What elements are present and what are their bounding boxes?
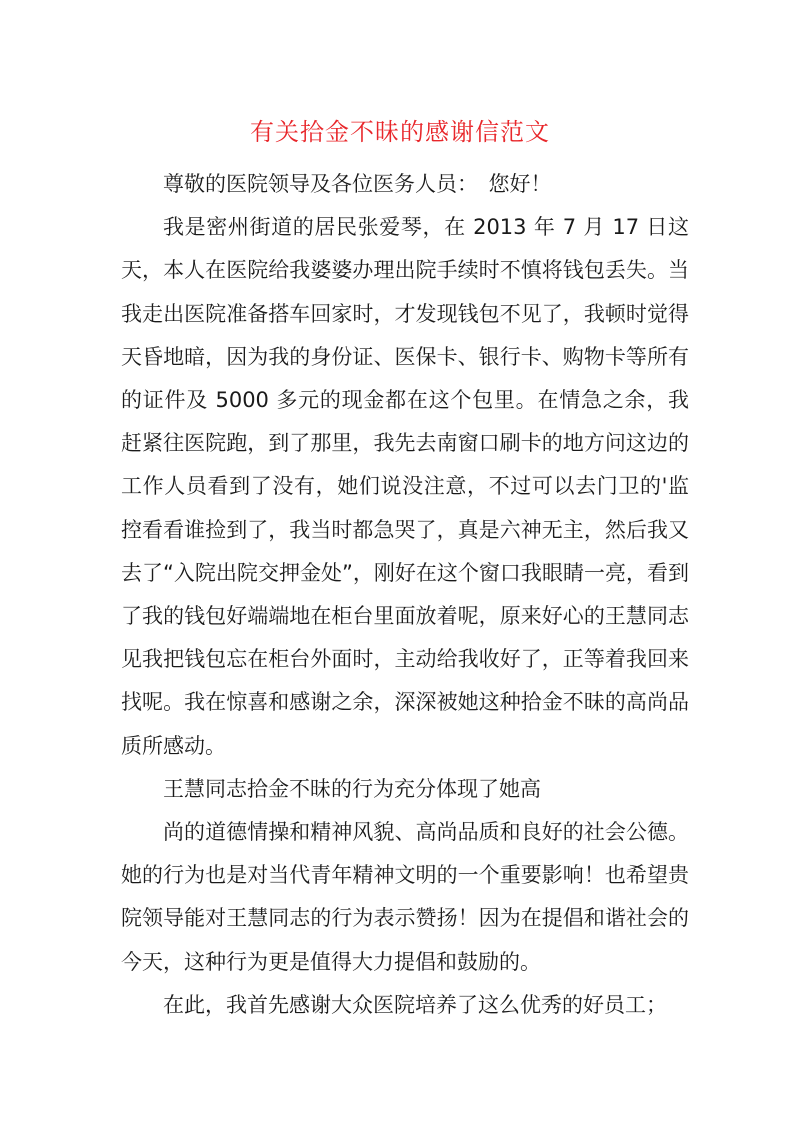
document-title: 有关拾金不昧的感谢信范文 [250,118,550,146]
body-paragraph: 在此，我首先感谢大众医院培养了这么优秀的好员工； [163,992,667,1017]
letter-body [121,163,689,1027]
body-paragraph: 尚的道德情操和精神风貌、高尚品质和良好的社会公德。她的行为也是对当代青年精神文明的一个重要影响！也希望贵院领导能对王慧同志的行为表示赞扬！因为在提倡和谐社会的今天，这种行为更是值得大力提倡和鼓励的。 [121,820,689,974]
salutation-paragraph: 尊敬的医院领导及各位医务人员： 您好！ [163,172,552,196]
body-paragraph: 我是密州街道的居民张爱琴，在 2013 年 7 月 17 日这天，本人在医院给我婆婆办理出院手续时不慎将钱包丢失。当我走出医院准备搭车回家时，才发现钱包不见了，我顿时觉得天昏地暗，因为我的身份证、医保卡、银行卡、购物卡等所有的证件及 5000 多元的现金都在这个包里。在情急之余，我赶紧往医院跑，到了那里，我先去南窗口刷卡的地方问这边的工作人员看到了没有，她们说没注意，不过可以去门卫的'监控看看谁捡到了，我当时都急哭了，真是六神无主，然后我又去了“入院出院交押金处”，刚好在这个窗口我眼睛一亮，看到了我的钱包好端端地在柜台里面放着呢，原来好心的王慧同志见我把钱包忘在柜台外面时，主动给我收好了，正等着我回来找呢。我在惊喜和感谢之余，深深被她这种拾金不昧的高尚品质所感动。 [121,215,689,758]
body-paragraph: 王慧同志拾金不昧的行为充分体现了她高 [163,776,541,801]
